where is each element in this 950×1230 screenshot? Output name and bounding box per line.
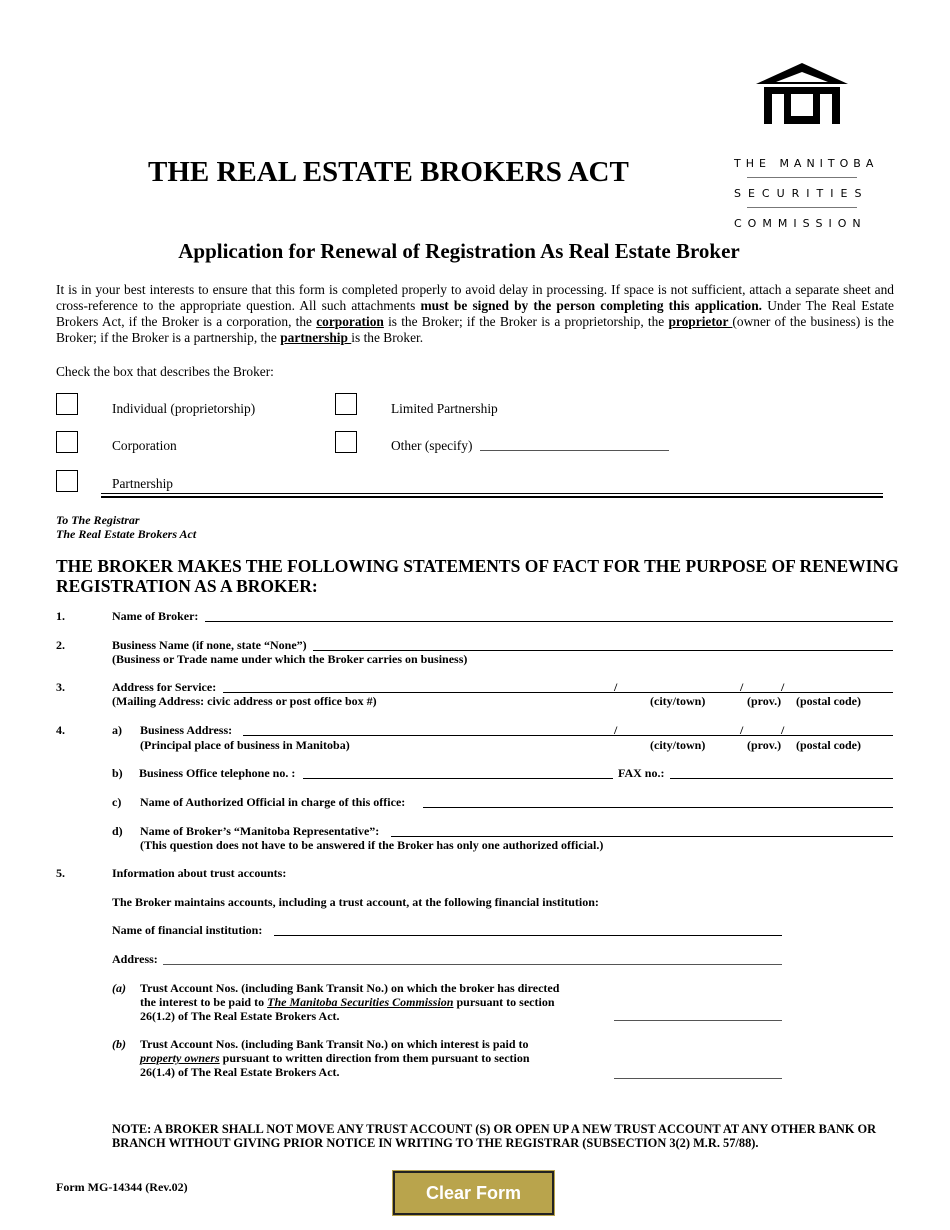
service-address-field[interactable]	[223, 692, 893, 693]
q2-hint: (Business or Trade name under which the Broker carries on business)	[112, 652, 468, 666]
institution-address-field[interactable]	[163, 964, 782, 965]
q4a-letter: a)	[112, 723, 122, 737]
intro-text-2: Under The Real Estate Brokers Act, if the Broker is a corporation, the	[56, 298, 895, 329]
q5b-letter: (b)	[112, 1037, 126, 1051]
q3-slash-1: /	[614, 680, 618, 694]
q3-label: Address for Service:	[112, 680, 217, 694]
q5a-line-1: Trust Account Nos. (including Bank Transit No.) on which the broker has directed	[140, 981, 560, 995]
divider-top	[101, 493, 883, 494]
q4b-label: Business Office telephone no. :	[139, 766, 296, 780]
q4a-city-hint: (city/town)	[650, 738, 706, 752]
checkbox-other[interactable]	[335, 431, 357, 453]
logo-line-2: SECURITIES	[734, 187, 869, 200]
q4d-letter: d)	[112, 824, 123, 838]
q5a-commission: The Manitoba Securities Commission	[267, 995, 454, 1009]
fax-label: FAX no.:	[618, 766, 665, 780]
trust-account-note: NOTE: A BROKER SHALL NOT MOVE ANY TRUST ACCOUNT (S) OR OPEN UP A NEW TRUST ACCOUNT AT ANY OTHER BANK OR BRANCH WITHOUT GIVING PRIOR NOTICE IN WRITING TO THE REGISTRAR (SUBSECTION 3(2) M.R. 57/88).	[112, 1122, 877, 1150]
q4a-slash-2: /	[740, 723, 744, 737]
intro-text-3: is the Broker; if the Broker is a proprietorship, the	[383, 314, 669, 329]
q5b-line-2	[140, 1051, 530, 1065]
q1-label: Name of Broker:	[112, 609, 199, 623]
page-title: THE REAL ESTATE BROKERS ACT	[148, 156, 629, 188]
q3-hint: (Mailing Address: civic address or post office box #)	[112, 694, 377, 708]
q3-postal-hint: (postal code)	[796, 694, 861, 708]
q4d-hint: (This question does not have to be answered if the Broker has only one authorized official.)	[140, 838, 604, 852]
business-name-field[interactable]	[313, 650, 893, 651]
clear-form-button[interactable]: Clear Form	[393, 1171, 554, 1215]
divider-bottom	[101, 496, 883, 498]
q3-number: 3.	[56, 680, 65, 694]
label-other: Other (specify)	[391, 438, 473, 453]
label-individual: Individual (proprietorship)	[112, 401, 256, 416]
checkbox-individual[interactable]	[56, 393, 78, 415]
authorized-official-field[interactable]	[423, 807, 893, 808]
intro-corporation: corporation	[316, 314, 384, 329]
other-specify-field[interactable]	[480, 450, 669, 451]
form-id: Form MG-14344 (Rev.02)	[56, 1180, 188, 1194]
q3-slash-2: /	[740, 680, 744, 694]
q5-label: Information about trust accounts:	[112, 866, 287, 880]
fax-field[interactable]	[670, 778, 893, 779]
trust-account-owners-field[interactable]	[614, 1078, 782, 1079]
financial-institution-field[interactable]	[274, 935, 782, 936]
institution-address-label: Address:	[112, 952, 158, 966]
label-limited-partnership: Limited Partnership	[391, 401, 498, 416]
q4b-letter: b)	[112, 766, 123, 780]
q2-label: Business Name (if none, state “None”)	[112, 638, 307, 652]
q5-number: 5.	[56, 866, 65, 880]
intro-text-1: It is in your best interests to ensure that this form is completed properly to avoid delay in processing. If space is not sufficient, attach a separate sheet and cross-reference to the appropriate question. All such attachments	[56, 282, 894, 313]
q3-city-hint: (city/town)	[650, 694, 706, 708]
q5b-line-2-post: pursuant to written direction from them pursuant to section	[219, 1051, 530, 1065]
intro-proprietor: proprietor	[668, 314, 733, 329]
manitoba-representative-field[interactable]	[391, 836, 893, 837]
institution-label: Name of financial institution:	[112, 923, 263, 937]
logo-line-1: THE MANITOBA	[734, 157, 879, 170]
registrar-line-1: To The Registrar	[56, 513, 140, 527]
label-corporation: Corporation	[112, 438, 177, 453]
q4a-prov-hint: (prov.)	[747, 738, 782, 752]
q2-number: 2.	[56, 638, 65, 652]
q4a-slash-3: /	[781, 723, 785, 737]
q4-number: 4.	[56, 723, 65, 737]
q4d-label: Name of Broker’s “Manitoba Representative”:	[140, 824, 380, 838]
building-icon	[752, 60, 852, 128]
checkbox-corporation[interactable]	[56, 431, 78, 453]
q4c-letter: c)	[112, 795, 122, 809]
label-partnership: Partnership	[112, 476, 173, 491]
q5-maintains: The Broker maintains accounts, including a trust account, at the following financial institution:	[112, 895, 599, 909]
business-address-field[interactable]	[243, 735, 893, 736]
checkbox-partnership[interactable]	[56, 470, 78, 492]
q4c-label: Name of Authorized Official in charge of this office:	[140, 795, 406, 809]
intro-text-5: is the Broker.	[351, 330, 424, 345]
q5b-property-owners: property owners	[140, 1051, 220, 1065]
q5a-letter: (a)	[112, 981, 126, 995]
broker-name-field[interactable]	[205, 621, 893, 622]
q4a-hint: (Principal place of business in Manitoba)	[140, 738, 350, 752]
q5a-line-2-pre: the interest to be paid to	[140, 995, 268, 1009]
registrar-line-2: The Real Estate Brokers Act	[56, 527, 197, 541]
q5a-line-2-post: pursuant to section	[453, 995, 555, 1009]
statement-heading: THE BROKER MAKES THE FOLLOWING STATEMENTS OF FACT FOR THE PURPOSE OF RENEWING REGISTRATION AS A BROKER:	[56, 556, 899, 596]
q4a-label: Business Address:	[140, 723, 233, 737]
broker-type-prompt: Check the box that describes the Broker:	[56, 364, 274, 379]
intro-text-4: (owner of the business) is the Broker; if the Broker is a partnership, the	[56, 314, 894, 345]
q3-prov-hint: (prov.)	[747, 694, 782, 708]
form-subtitle: Application for Renewal of Registration As Real Estate Broker	[178, 239, 740, 263]
logo-line-3: COMMISSION	[734, 217, 867, 230]
trust-account-commission-field[interactable]	[614, 1020, 782, 1021]
intro-partnership: partnership	[280, 330, 352, 345]
telephone-field[interactable]	[303, 778, 613, 779]
q4a-postal-hint: (postal code)	[796, 738, 861, 752]
q1-number: 1.	[56, 609, 65, 623]
q5b-line-1: Trust Account Nos. (including Bank Transit No.) on which interest is paid to	[140, 1037, 529, 1051]
intro-signature-requirement: must be signed by the person completing this application.	[420, 298, 763, 313]
q5a-line-3: 26(1.2) of The Real Estate Brokers Act.	[140, 1009, 340, 1023]
q5a-line-2	[140, 995, 555, 1009]
q4a-slash-1: /	[614, 723, 618, 737]
intro-paragraph	[56, 282, 894, 346]
q5b-line-3: 26(1.4) of The Real Estate Brokers Act.	[140, 1065, 340, 1079]
q3-slash-3: /	[781, 680, 785, 694]
checkbox-limited-partnership[interactable]	[335, 393, 357, 415]
